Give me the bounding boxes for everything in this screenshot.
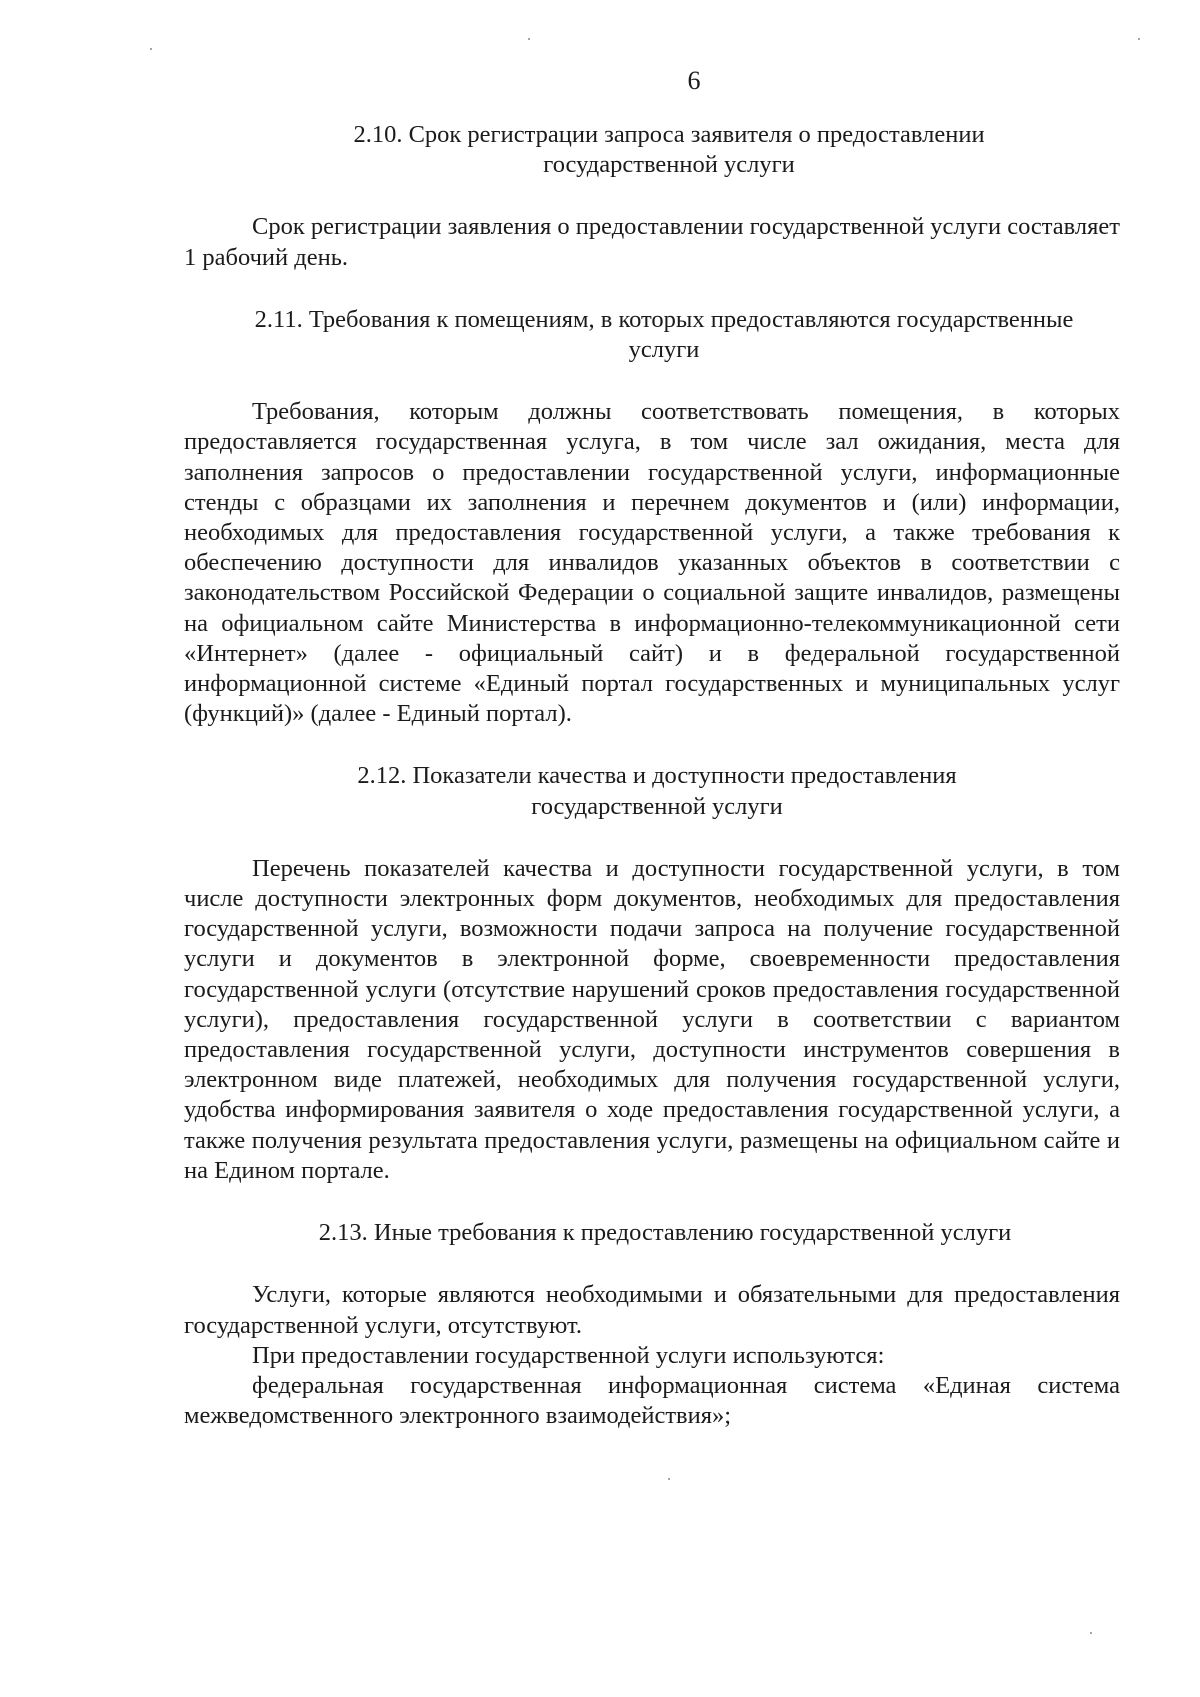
paragraph: Срок регистрации заявления о предоставлении государственной услуги составляет 1 рабочий день. — [184, 213, 1121, 271]
paragraph: Требования, которым должны соответствовать помещения, в которых предоставляется государственная услуга, в том числе зал ожидания, места для заполнения запросов о предоставлении государственной услуги, информационные стенды с образцами их заполнения и перечнем документов и (или) информации, необходимых для предоставления государственной услуги, а также требования к обеспечению доступности для инвалидов указанных объектов в соответствии с законодательством Российской Федерации о социальной защите инвалидов, размещены на официальном сайте Министерства в информационно-телекоммуникационной сети «Интернет» (далее - официальный сайт) и в федеральной государственной информационной системе «Единый портал государственных и муниципальных услуг (функций)» (далее - Единый портал). — [184, 398, 1120, 728]
heading-line: 2.11. Требования к помещениям, в которых предоставляются государственные — [254, 305, 1074, 333]
scan-speck — [150, 48, 152, 50]
paragraph: Перечень показателей качества и доступности государственной услуги, в том числе доступности электронных форм документов, необходимых для предоставления государственной услуги, возможности подачи запроса на получение государственной услуги и документов в электронной форме, своевременности предоставления государственной услуги (отсутствие нарушений сроков предоставления государственной услуги), предоставления государственной услуги в соответствии с вариантом предоставления государственной услуги, доступности инструментов совершения в электронном виде платежей, необходимых для получения государственной услуги, удобства информирования заявителя о ходе предоставления государственной услуги, а также получения результата предоставления услуги, размещены на официальном сайте и на Едином портале. — [184, 854, 1120, 1184]
section-heading-2-11 — [184, 305, 1120, 365]
section-heading-2-10 — [184, 120, 1120, 180]
heading-line: услуги — [628, 336, 700, 364]
section-heading-2-12 — [184, 761, 1120, 821]
scan-speck — [1138, 38, 1140, 40]
heading-line: 2.13. Иные требования к предоставлению государственной услуги — [318, 1219, 1012, 1247]
scan-speck — [528, 38, 530, 40]
heading-line: 2.10. Срок регистрации запроса заявителя о предоставлении — [353, 121, 985, 148]
section-heading-2-13 — [184, 1218, 1120, 1248]
paragraph: При предоставлении государственной услуги используются: — [252, 1341, 885, 1369]
paragraph: Услуги, которые являются необходимыми и обязательными для предоставления государственной услуги, отсутствуют. — [184, 1281, 1120, 1339]
scan-speck — [668, 1478, 670, 1480]
heading-line: государственной услуги — [531, 792, 783, 820]
scan-speck — [1090, 1632, 1092, 1634]
heading-line: 2.12. Показатели качества и доступности предоставления — [357, 762, 957, 790]
document-body — [184, 120, 1120, 1431]
page-number: 6 — [687, 66, 701, 95]
heading-line: государственной услуги — [543, 151, 795, 179]
paragraph: федеральная государственная информационная система «Единая система межведомственного электронного взаимодействия»; — [184, 1371, 1120, 1430]
